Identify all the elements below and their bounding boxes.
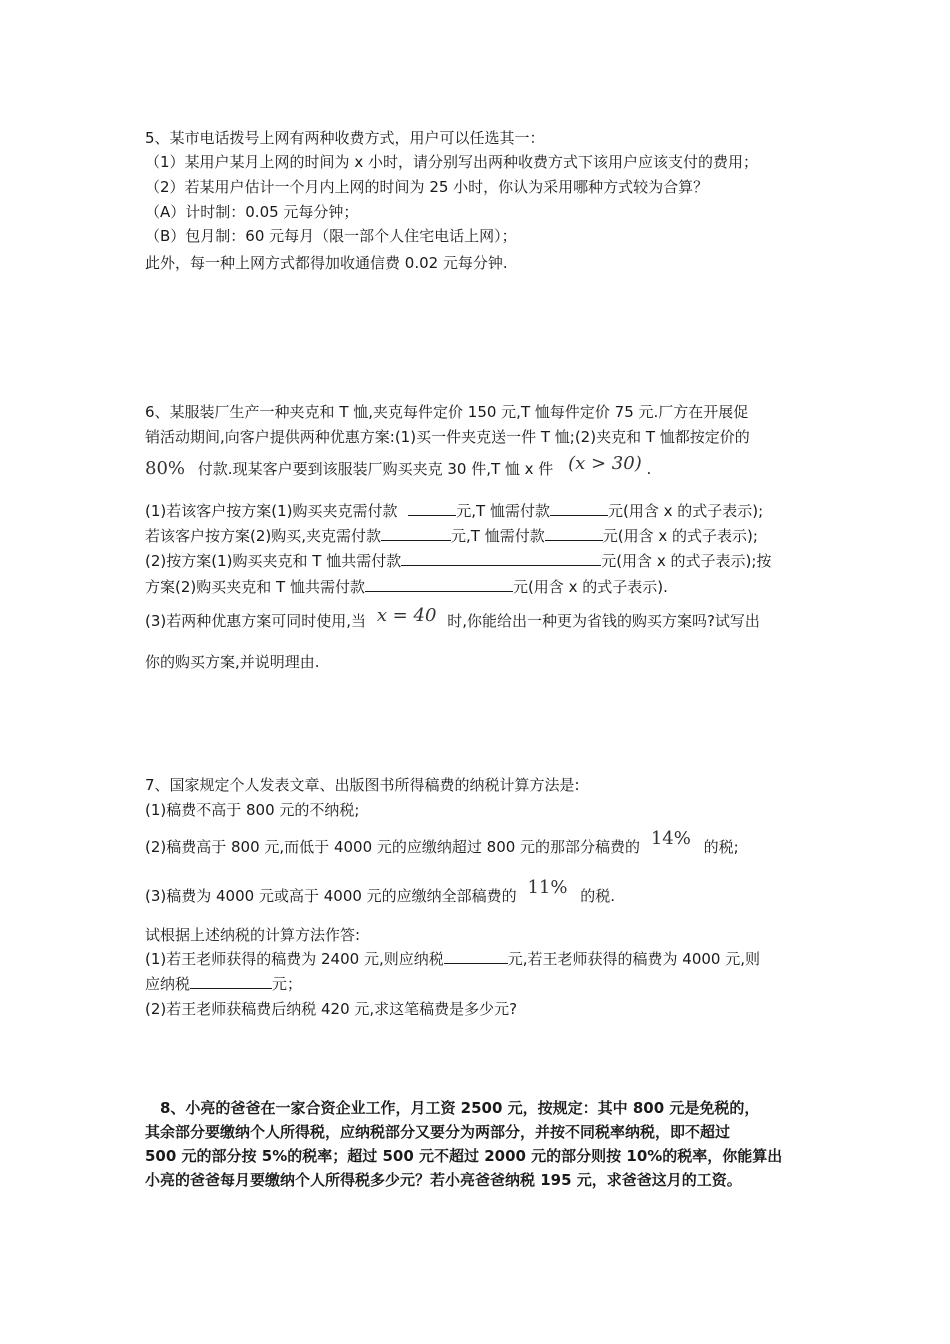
q7-line-4-end: 的税. xyxy=(580,887,616,905)
q5-line-5: （B）包月制：60 元每月（限一部个人住宅电话上网）； xyxy=(145,227,517,245)
q7-line-7-end: 元； xyxy=(272,975,303,993)
q6-line-3 xyxy=(145,453,652,480)
blank-4[interactable] xyxy=(545,525,603,541)
q6-a1-pre: (1)若该客户按方案(1)购买夹克需付款 xyxy=(145,502,398,520)
q5-line-1: 5、某市电话拨号上网有两种收费方式，用户可以任选其一： xyxy=(145,129,545,147)
q5-line-4: （A）计时制：0.05 元每分钟； xyxy=(145,203,359,221)
q6-a3-pre: (2)按方案(1)购买夹克和 T 恤共需付款 xyxy=(145,552,402,570)
q6-a3-end: 元(用含 x 的式子表示);按 xyxy=(601,552,772,570)
q6-line-2: 销活动期间,向客户提供两种优惠方案:(1)买一件夹克送一件 T 恤;(2)夹克和 T 恤都按定价的 xyxy=(145,428,750,446)
q6-a4-end: 元(用含 x 的式子表示). xyxy=(512,578,668,596)
blank-7[interactable] xyxy=(444,948,508,964)
q6-a5-end: 时,你能给出一种更为省钱的购买方案吗?试写出 xyxy=(447,612,760,630)
blank-8[interactable] xyxy=(190,973,272,989)
q7-line-7 xyxy=(145,973,302,995)
math-11-percent: 11% xyxy=(527,877,568,898)
q8-line-2: 其余部分要缴纳个人所得税，应纳税部分又要分为两部分，并按不同税率纳税，即不超过 xyxy=(145,1123,731,1141)
q6-answer-2 xyxy=(145,525,758,547)
math-x-equals-40: x = 40 xyxy=(376,605,437,626)
q5-line-3: （2）若某用户估计一个月内上网的时间为 25 小时，你认为采用哪种方式较为合算？ xyxy=(145,178,709,196)
q8-line-4: 小亮的爸爸每月要缴纳个人所得税多少元？若小亮爸爸纳税 195 元，求爸爸这月的工资。 xyxy=(145,1171,742,1189)
math-14-percent: 14% xyxy=(650,828,691,849)
q6-answer-4 xyxy=(145,576,668,598)
q8-line-3: 500 元的部分按 5%的税率；超过 500 元不超过 2000 元的部分则按 10%的税率，你能算出 xyxy=(145,1147,783,1165)
q7-line-5: 试根据上述纳税的计算方法作答: xyxy=(145,926,361,944)
q5-line-6: 此外，每一种上网方式都得加收通信费 0.02 元每分钟. xyxy=(145,254,508,272)
q7-line-3-end: 的税; xyxy=(703,838,739,856)
q6-a2-pre: 若该客户按方案(2)购买,夹克需付款 xyxy=(145,527,382,545)
q7-line-6-pre: (1)若王老师获得的稿费为 2400 元,则应纳税 xyxy=(145,950,444,968)
q6-a2-mid: 元,T 恤需付款 xyxy=(451,527,545,545)
q6-answer-3 xyxy=(145,550,771,572)
q6-a2-end: 元(用含 x 的式子表示); xyxy=(602,527,758,545)
q7-line-3-pre: (2)稿费高于 800 元,而低于 4000 元的应缴纳超过 800 元的那部分稿费的 xyxy=(145,838,641,856)
q6-a5-pre: (3)若两种优惠方案可同时使用,当 xyxy=(145,612,367,630)
q6-line-1: 6、某服装厂生产一种夹克和 T 恤,夹克每件定价 150 元,T 恤每件定价 75 元.厂方在开展促 xyxy=(145,403,749,421)
q6-a1-mid: 元,T 恤需付款 xyxy=(456,502,550,520)
q7-line-2: (1)稿费不高于 800 元的不纳税; xyxy=(145,801,360,819)
blank-2[interactable] xyxy=(550,500,608,516)
q7-line-1: 7、国家规定个人发表文章、出版图书所得稿费的纳税计算方法是: xyxy=(145,776,580,794)
q6-line-3-text: 付款.现某客户要到该服装厂购买夹克 30 件,T 恤 x 件 xyxy=(197,460,554,478)
q7-line-4-pre: (3)稿费为 4000 元或高于 4000 元的应缴纳全部稿费的 xyxy=(145,887,517,905)
blank-5[interactable] xyxy=(401,550,601,566)
blank-3[interactable] xyxy=(381,525,451,541)
q6-line-3-end: . xyxy=(646,460,652,478)
math-80-percent: 80% xyxy=(145,458,186,479)
math-condition: (x > 30) xyxy=(568,453,642,474)
q7-line-4 xyxy=(145,877,616,907)
q6-answer-5 xyxy=(145,605,760,632)
q6-a4-pre: 方案(2)购买夹克和 T 恤共需付款 xyxy=(145,578,365,596)
q8-line-1: 8、小亮的爸爸在一家合资企业工作，月工资 2500 元，按规定：其中 800 元是免税的， xyxy=(160,1099,760,1117)
q5-line-2: （1）某用户某月上网的时间为 x 小时，请分别写出两种收费方式下该用户应该支付的费用； xyxy=(145,153,758,171)
blank-6[interactable] xyxy=(365,576,513,592)
q7-line-3 xyxy=(145,828,739,858)
q7-line-6 xyxy=(145,948,760,970)
q6-answer-6: 你的购买方案,并说明理由. xyxy=(145,653,320,671)
q7-line-7-pre: 应纳税 xyxy=(145,975,191,993)
blank-1[interactable] xyxy=(408,500,456,516)
q7-line-6-end: 元,若王老师获得的稿费为 4000 元,则 xyxy=(507,950,760,968)
q7-line-8: (2)若王老师获稿费后纳税 420 元,求这笔稿费是多少元? xyxy=(145,1000,518,1018)
q6-a1-end: 元(用含 x 的式子表示); xyxy=(607,502,764,520)
q6-answer-1 xyxy=(145,500,763,522)
